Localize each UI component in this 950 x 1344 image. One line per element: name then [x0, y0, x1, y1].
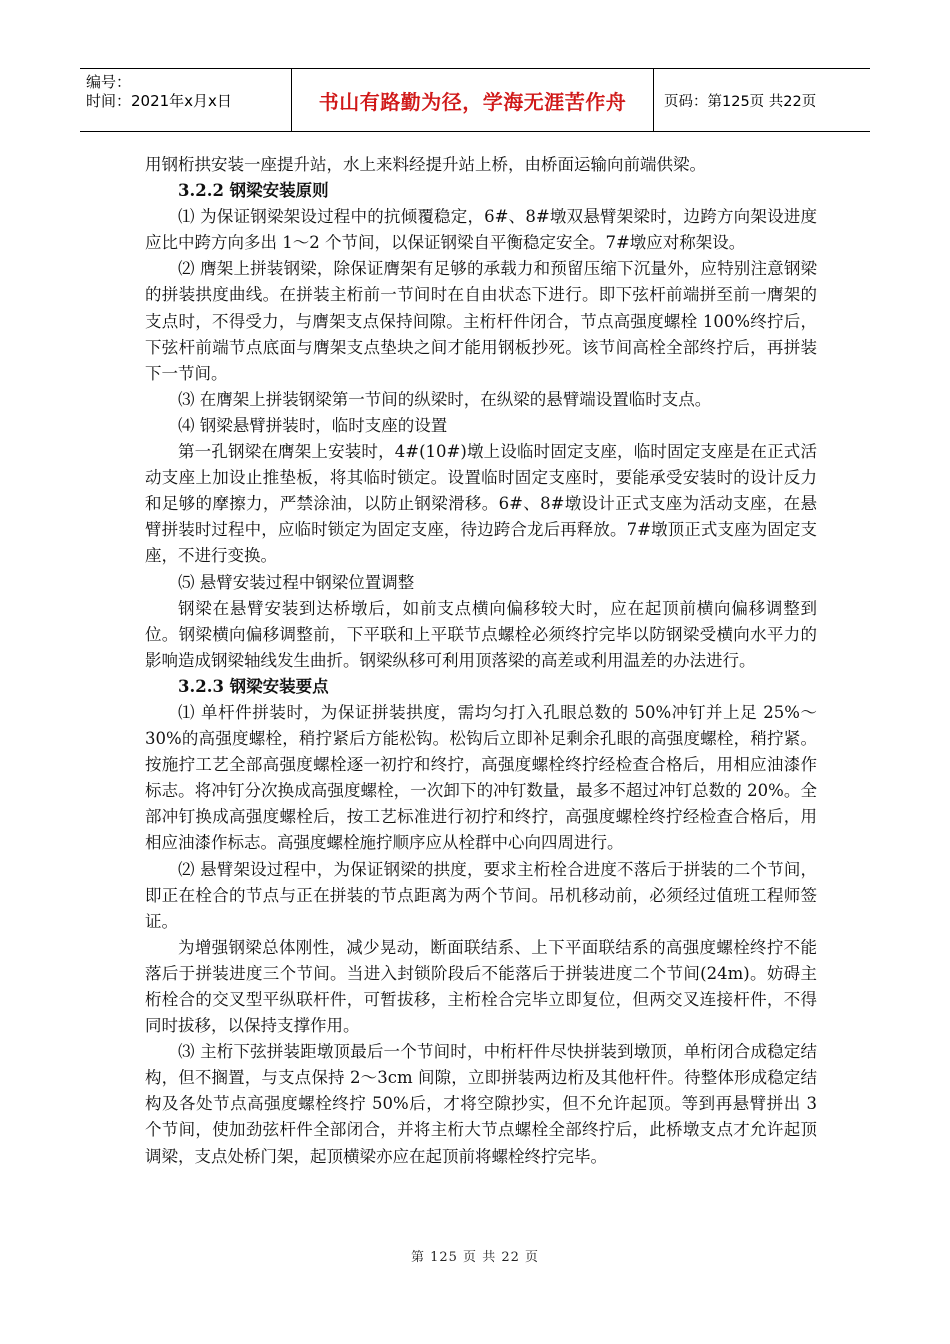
body-paragraph: 为增强钢梁总体刚性，减少晃动，断面联结系、上下平面联结系的高强度螺栓终拧不能落后于拼装进度三个节间。当进入封锁阶段后不能落后于拼装进度二个节间(24m)。妨碍主桁栓合的交叉型平纵联杆件，可暂拔移，主桁栓合完毕立即复位，但两交叉连接杆件，不得同时拔移，以保持支撑作用。	[145, 937, 817, 1036]
page-footer: 第 125 页 共 22 页	[410, 1250, 540, 1265]
body-paragraph: ⑶ 在膺架上拼装钢梁第一节间的纵梁时，在纵梁的悬臂端设置临时支点。	[178, 389, 712, 409]
document-time-label: 时间：2021年x月x日	[86, 92, 232, 110]
body-paragraph: ⑵ 悬臂架设过程中，为保证钢梁的拱度，要求主桁栓合进度不落后于拼装的二个节间，即正在栓合的节点与正在拼装的节点距离为两个节间。吊机移动前，必须经过值班工程师签证。	[145, 859, 817, 931]
section-heading: 3.2.2 钢梁安装原则	[178, 181, 329, 201]
section-heading: 3.2.3 钢梁安装要点	[178, 676, 329, 696]
header-motto-cell	[292, 69, 654, 131]
body-paragraph: ⑸ 悬臂安装过程中钢梁位置调整	[178, 572, 415, 592]
header-page-info-cell	[654, 69, 870, 131]
body-paragraph: ⑵ 膺架上拼装钢梁，除保证膺架有足够的承载力和预留压缩下沉量外，应特别注意钢梁的拼装拱度曲线。在拼装主桁前一节间时在自由状态下进行。即下弦杆前端拼至前一膺架的支点时，不得受力，与膺架支点保持间隙。主桁杆件闭合，节点高强度螺栓 100%终拧后，下弦杆前端节点底面与膺架支点垫块之间才能用钢板抄死。该节间高栓全部终拧后，再拼装下一节间。	[145, 259, 817, 383]
header-motto: 书山有路勤为径，学海无涯苦作舟	[318, 89, 627, 114]
body-paragraph: ⑴ 单杆件拼装时，为保证拼装拱度，需均匀打入孔眼总数的 50%冲钉并上足 25%～30%的高强度螺栓，稍拧紧后方能松钩。松钩后立即补足剩余孔眼的高强度螺栓，稍拧紧。按施拧工艺全部高强度螺栓逐一初拧和终拧，高强度螺栓终拧经检查合格后，用相应油漆作标志。将冲钉分次换成高强度螺栓，一次卸下的冲钉数量，最多不超过冲钉总数的 20%。全部冲钉换成高强度螺栓后，按工艺标准进行初拧和终拧，高强度螺栓终拧经检查合格后，用相应油漆作标志。高强度螺栓施拧顺序应从栓群中心向四周进行。	[145, 702, 817, 853]
document-body	[145, 152, 817, 1170]
page-header	[80, 68, 870, 132]
body-paragraph: ⑴ 为保证钢梁架设过程中的抗倾覆稳定，6#、8#墩双悬臂架梁时，边跨方向架设进度应比中跨方向多出 1～2 个节间，以保证钢梁自平衡稳定安全。7#墩应对称架设。	[145, 207, 817, 253]
body-paragraph: ⑷ 钢梁悬臂拼装时，临时支座的设置	[178, 415, 448, 435]
body-paragraph: 用钢桁拱安装一座提升站，水上来料经提升站上桥，由桥面运输向前端供梁。	[145, 155, 706, 174]
header-meta	[80, 69, 292, 131]
body-paragraph: ⑶ 主桁下弦拼装距墩顶最后一个节间时，中桁杆件尽快拼装到墩顶，单桁闭合成稳定结构，但不搁置，与支点保持 2～3cm 间隙，立即拼装两边桁及其他杆件。待整体形成稳定结构及各处节点高强度螺栓终拧 50%后，才将空隙抄实，但不允许起顶。等到再悬臂拼出 3 个节间，使加劲弦杆件全部闭合，并将主桁大节点螺栓全部终拧后，此桥墩支点才允许起顶调梁，支点处桥门架，起顶横梁亦应在起顶前将螺栓终拧完毕。	[145, 1042, 817, 1166]
document-number-label: 编号：	[86, 73, 132, 91]
header-page-info: 页码：第125页 共22页	[664, 93, 817, 110]
body-paragraph: 钢梁在悬臂安装到达桥墩后，如前支点横向偏移较大时，应在起顶前横向偏移调整到位。钢梁横向偏移调整前，下平联和上平联节点螺栓必须终拧完毕以防钢梁受横向水平力的影响造成钢梁轴线发生曲折。钢梁纵移可利用顶落梁的高差或利用温差的办法进行。	[145, 598, 817, 670]
body-paragraph: 第一孔钢梁在膺架上安装时，4#(10#)墩上设临时固定支座，临时固定支座是在正式活动支座上加设止推垫板，将其临时锁定。设置临时固定支座时，要能承受安装时的设计反力和足够的摩擦力，严禁涂油，以防止钢梁滑移。6#、8#墩设计正式支座为活动支座，在悬臂拼装时过程中，应临时锁定为固定支座，待边跨合龙后再释放。7#墩顶正式支座为固定支座，不进行变换。	[145, 442, 817, 566]
